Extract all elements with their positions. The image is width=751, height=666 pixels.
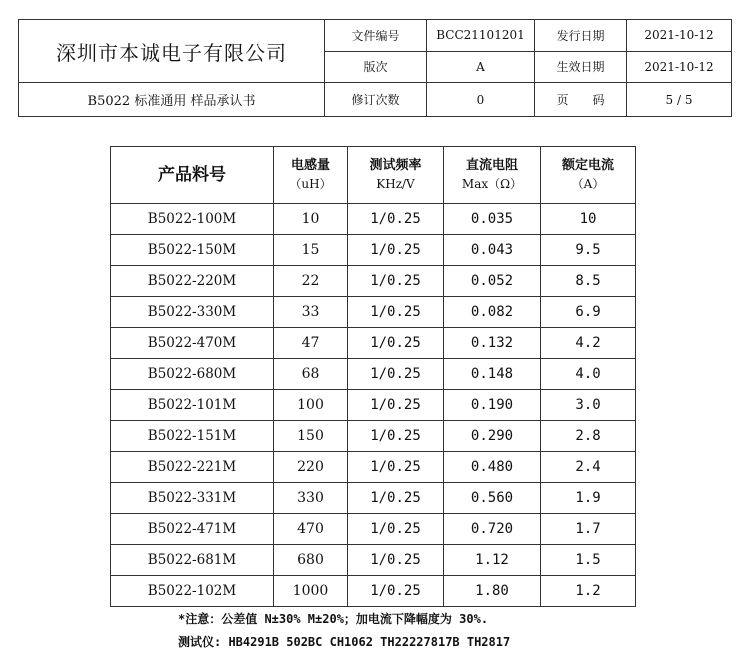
column-header-rated-current-label: 额定电流 [561, 158, 614, 173]
table-row [111, 545, 636, 576]
cell-part-number: B5022-471M [111, 514, 274, 545]
cell-test-frequency: 1/0.25 [348, 576, 444, 607]
cell-rated-current: 2.8 [541, 421, 636, 452]
cell-dc-resistance: 0.560 [444, 483, 541, 514]
document-header [18, 19, 732, 117]
cell-inductance: 680 [274, 545, 348, 576]
issue-date-value: 2021-10-12 [627, 20, 732, 52]
cell-dc-resistance: 0.720 [444, 514, 541, 545]
table-row [111, 266, 636, 297]
cell-dc-resistance: 1.80 [444, 576, 541, 607]
cell-test-frequency: 1/0.25 [348, 297, 444, 328]
column-header-test-frequency [348, 147, 444, 204]
cell-rated-current: 9.5 [541, 235, 636, 266]
cell-rated-current: 2.4 [541, 452, 636, 483]
cell-test-frequency: 1/0.25 [348, 359, 444, 390]
cell-dc-resistance: 0.190 [444, 390, 541, 421]
cell-rated-current: 4.2 [541, 328, 636, 359]
column-header-dc-resistance-unit: Max（Ω） [461, 177, 523, 191]
table-row [111, 390, 636, 421]
doc-no-label: 文件编号 [325, 20, 427, 52]
table-row [111, 328, 636, 359]
test-instruments-note: 测试仪: HB4291B 502BC CH1062 TH22227817B TH2817 [178, 635, 511, 649]
page-value: 5 / 5 [627, 83, 732, 117]
cell-part-number: B5022-100M [111, 204, 274, 235]
cell-test-frequency: 1/0.25 [348, 328, 444, 359]
cell-rated-current: 1.9 [541, 483, 636, 514]
column-header-inductance [274, 147, 348, 204]
cell-rated-current: 1.2 [541, 576, 636, 607]
cell-test-frequency: 1/0.25 [348, 452, 444, 483]
column-header-part-number-label: 产品料号 [158, 165, 226, 185]
cell-test-frequency: 1/0.25 [348, 483, 444, 514]
cell-rated-current: 1.5 [541, 545, 636, 576]
version-label: 版次 [325, 51, 427, 83]
cell-inductance: 220 [274, 452, 348, 483]
table-row [111, 359, 636, 390]
column-header-part-number [111, 147, 274, 204]
column-header-inductance-unit: （uH） [289, 177, 332, 191]
cell-rated-current: 3.0 [541, 390, 636, 421]
cell-part-number: B5022-101M [111, 390, 274, 421]
spec-table-body [111, 204, 636, 607]
cell-inductance: 100 [274, 390, 348, 421]
cell-part-number: B5022-680M [111, 359, 274, 390]
cell-part-number: B5022-221M [111, 452, 274, 483]
cell-dc-resistance: 0.480 [444, 452, 541, 483]
cell-inductance: 47 [274, 328, 348, 359]
table-row [111, 452, 636, 483]
cell-test-frequency: 1/0.25 [348, 235, 444, 266]
effective-date-label: 生效日期 [535, 51, 627, 83]
cell-inductance: 15 [274, 235, 348, 266]
document-title: B5022 标准通用 样品承认书 [19, 83, 325, 117]
spec-table-header-row [111, 147, 636, 204]
cell-part-number: B5022-151M [111, 421, 274, 452]
table-row [111, 297, 636, 328]
cell-dc-resistance: 0.290 [444, 421, 541, 452]
cell-inductance: 150 [274, 421, 348, 452]
cell-part-number: B5022-220M [111, 266, 274, 297]
cell-rated-current: 6.9 [541, 297, 636, 328]
column-header-inductance-label: 电感量 [290, 158, 330, 173]
cell-rated-current: 10 [541, 204, 636, 235]
column-header-test-frequency-unit: KHz/V [376, 177, 415, 191]
cell-test-frequency: 1/0.25 [348, 266, 444, 297]
cell-inductance: 10 [274, 204, 348, 235]
cell-dc-resistance: 0.035 [444, 204, 541, 235]
cell-dc-resistance: 1.12 [444, 545, 541, 576]
cell-inductance: 1000 [274, 576, 348, 607]
tolerance-note: *注意：公差值 N±30% M±20%；加电流下降幅度为 30%. [178, 612, 489, 626]
table-row [111, 235, 636, 266]
cell-part-number: B5022-102M [111, 576, 274, 607]
column-header-rated-current [541, 147, 636, 204]
page-label: 页 码 [535, 83, 627, 117]
cell-dc-resistance: 0.132 [444, 328, 541, 359]
cell-test-frequency: 1/0.25 [348, 390, 444, 421]
column-header-rated-current-unit: （A） [571, 177, 605, 191]
revision-value: 0 [427, 83, 535, 117]
spec-table [110, 146, 636, 607]
issue-date-label: 发行日期 [535, 20, 627, 52]
cell-dc-resistance: 0.082 [444, 297, 541, 328]
table-row [111, 514, 636, 545]
cell-test-frequency: 1/0.25 [348, 514, 444, 545]
table-row [111, 576, 636, 607]
cell-dc-resistance: 0.043 [444, 235, 541, 266]
column-header-dc-resistance-label: 直流电阻 [465, 158, 518, 173]
cell-part-number: B5022-681M [111, 545, 274, 576]
cell-test-frequency: 1/0.25 [348, 421, 444, 452]
cell-inductance: 330 [274, 483, 348, 514]
cell-rated-current: 8.5 [541, 266, 636, 297]
cell-part-number: B5022-330M [111, 297, 274, 328]
cell-rated-current: 1.7 [541, 514, 636, 545]
table-row [111, 483, 636, 514]
cell-test-frequency: 1/0.25 [348, 545, 444, 576]
revision-label: 修订次数 [325, 83, 427, 117]
version-value: A [427, 51, 535, 83]
effective-date-value: 2021-10-12 [627, 51, 732, 83]
cell-part-number: B5022-470M [111, 328, 274, 359]
table-row [111, 204, 636, 235]
cell-test-frequency: 1/0.25 [348, 204, 444, 235]
doc-no-value: BCC21101201 [427, 20, 535, 52]
cell-part-number: B5022-331M [111, 483, 274, 514]
cell-inductance: 68 [274, 359, 348, 390]
company-name: 深圳市本诚电子有限公司 [19, 20, 325, 83]
cell-inductance: 470 [274, 514, 348, 545]
cell-part-number: B5022-150M [111, 235, 274, 266]
column-header-dc-resistance [444, 147, 541, 204]
cell-rated-current: 4.0 [541, 359, 636, 390]
cell-inductance: 22 [274, 266, 348, 297]
table-row [111, 421, 636, 452]
cell-inductance: 33 [274, 297, 348, 328]
cell-dc-resistance: 0.052 [444, 266, 541, 297]
column-header-test-frequency-label: 测试频率 [369, 158, 422, 173]
cell-dc-resistance: 0.148 [444, 359, 541, 390]
